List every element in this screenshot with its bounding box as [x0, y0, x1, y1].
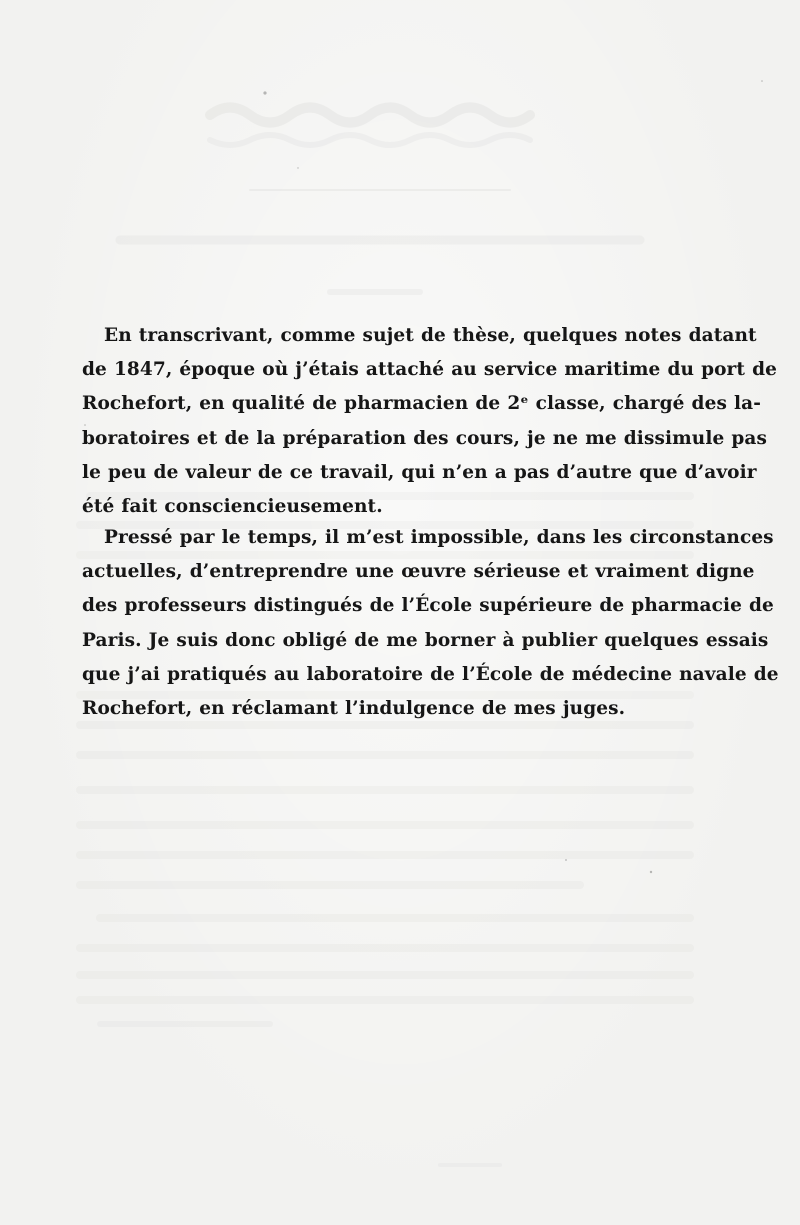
paragraph-2 — [82, 521, 779, 726]
text-line: que j’ai pratiqués au laboratoire de l’École de médecine navale de — [82, 663, 779, 685]
text-line: Rochefort, en réclamant l’indulgence de mes juges. — [82, 698, 626, 720]
paragraph-1 — [82, 319, 777, 524]
text-line: été fait consciencieusement. — [82, 496, 383, 518]
text-line: le peu de valeur de ce travail, qui n’en a pas d’autre que d’avoir — [82, 461, 757, 483]
text-line: de 1847, époque où j’étais attaché au service maritime du port de — [82, 359, 777, 381]
text-line: Paris. Je suis donc obligé de me borner à publier quelques essais — [82, 629, 769, 651]
text-line: Rochefort, en qualité de pharmacien de 2ᵉ classe, chargé des la- — [82, 393, 761, 415]
text-line: boratoires et de la préparation des cours, je ne me dissimule pas — [82, 427, 768, 449]
text-line: Pressé par le temps, il m’est impossible, dans les circonstances — [104, 527, 774, 548]
text-line: En transcrivant, comme sujet de thèse, quelques notes datant — [104, 325, 757, 346]
text-line: actuelles, d’entreprendre une œuvre sérieuse et vraiment digne — [82, 561, 755, 583]
text-line: des professeurs distingués de l’École supérieure de pharmacie de — [82, 595, 774, 617]
